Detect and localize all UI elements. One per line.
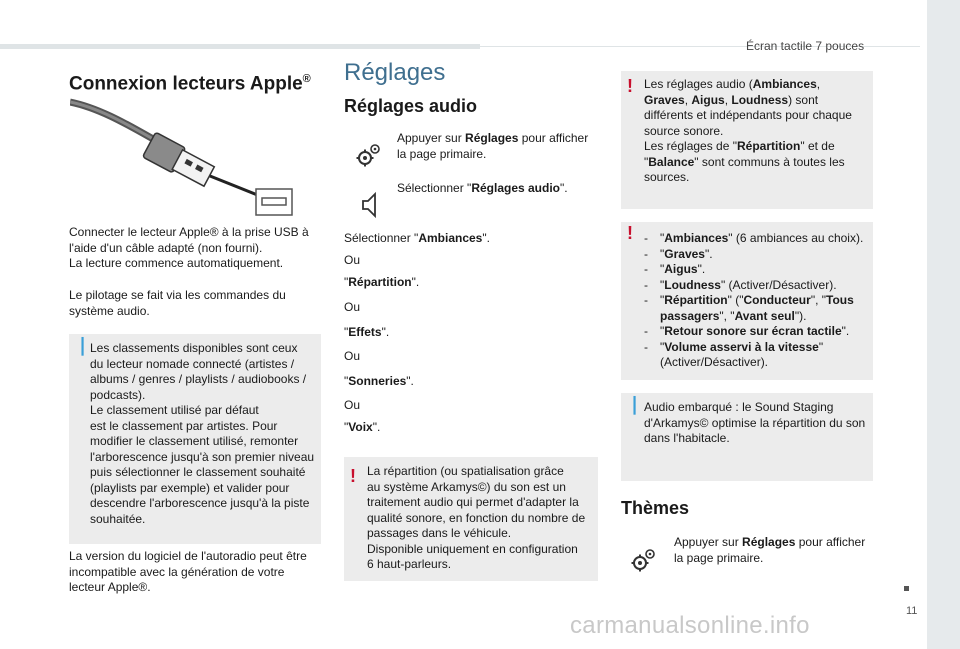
step-themes-settings: Appuyer sur Réglages pour afficher la page primaire. bbox=[674, 535, 866, 565]
option-voix: "Voix". bbox=[344, 420, 381, 434]
select-ambiances: Sélectionner "Ambiances". bbox=[344, 231, 490, 245]
list-item: - "Retour sonore sur écran tactile". bbox=[644, 324, 872, 340]
warning-mark-icon: ! bbox=[350, 466, 356, 486]
usb-instructions: Connecter le lecteur Apple® à la prise USB à l'aide d'un câble adapté (non fourni). La lecture commence automatiquement. bbox=[69, 225, 309, 270]
list-item: - "Répartition" ("Conducteur", "Tous passagers", "Avant seul"). bbox=[644, 293, 872, 324]
list-item: - "Volume asservi à la vitesse" (Activer/Désactiver). bbox=[644, 340, 872, 371]
watermark: carmanualsonline.info bbox=[570, 612, 810, 639]
list-item: - "Graves". bbox=[644, 247, 872, 263]
option-sonneries: "Sonneries". bbox=[344, 374, 414, 388]
page-marker bbox=[904, 586, 909, 591]
version-note: La version du logiciel de l'autoradio peut être incompatible avec la génération de votre lecteur Apple®. bbox=[69, 549, 307, 594]
right-margin-bar bbox=[927, 0, 960, 649]
usb-cable-icon bbox=[70, 98, 302, 218]
warning-mark-icon: ! bbox=[627, 76, 633, 96]
or-text: Ou bbox=[344, 398, 361, 412]
info-text: Les classements disponibles sont ceux du lecteur nomade connecté (artistes / albums / genres / playlists / audiobooks / podcasts). Le classement utilisé par défaut est le classement par artistes. Pour modifier le classement utilisé, remonter l'arborescence jusqu'à son premier niveau puis sélectionner le classement souhaité (playlists par exemple) et valider pour descendre l'arborescence jusqu'à la piste souhaitée. bbox=[90, 341, 315, 526]
warning-box-audio-settings bbox=[621, 71, 873, 209]
top-bar bbox=[0, 44, 480, 49]
page-header-title: Écran tactile 7 pouces bbox=[746, 39, 865, 53]
warning-box-options-list bbox=[621, 222, 873, 380]
info-mark-icon: ❘ bbox=[627, 394, 643, 414]
step-select-audio: Sélectionner "Réglages audio". bbox=[397, 181, 568, 195]
info-box-arkamys bbox=[621, 393, 873, 481]
warning-box-repartition bbox=[344, 457, 598, 581]
option-effets: "Effets". bbox=[344, 325, 390, 339]
warning-text: La répartition (ou spatialisation grâce au système Arkamys©) du son est un traitement audio qui permet d'adapter la qualité sonore, en fonction du nombre de passages dans le véhicule. Disponible uniquement en configuration 6 haut-parleurs. bbox=[367, 464, 586, 571]
page-number: 11 bbox=[906, 605, 918, 617]
speaker-icon bbox=[357, 191, 385, 219]
section-title-themes: Thèmes bbox=[621, 498, 690, 518]
warning-mark-icon: ! bbox=[627, 223, 633, 243]
control-instructions: Le pilotage se fait via les commandes du système audio. bbox=[69, 288, 286, 318]
list-item: - "Loudness" (Activer/Désactiver). bbox=[644, 278, 872, 294]
warning-text: Les réglages audio (Ambiances, Graves, Aigus, Loudness) sont différents et indépendants pour chaque source sonore. Les réglages de "Répartition" et de "Balance" sont communs à toutes les sources. bbox=[644, 77, 852, 184]
step-open-settings: Appuyer sur Réglages pour afficher la page primaire. bbox=[397, 131, 589, 161]
or-text: Ou bbox=[344, 300, 361, 314]
audio-options-list bbox=[644, 231, 872, 371]
option-repartition: "Répartition". bbox=[344, 275, 420, 289]
or-text: Ou bbox=[344, 253, 361, 267]
or-text: Ou bbox=[344, 349, 361, 363]
gear-icon bbox=[355, 141, 383, 169]
list-item: - "Aigus". bbox=[644, 262, 872, 278]
list-item: - "Ambiances" (6 ambiances au choix). bbox=[644, 231, 872, 247]
section-title-apple: Connexion lecteurs Apple® bbox=[69, 73, 311, 95]
subsection-title-audio: Réglages audio bbox=[344, 96, 478, 116]
gear-icon bbox=[630, 546, 658, 574]
info-box-classements bbox=[69, 334, 321, 544]
section-title-reglages: Réglages bbox=[344, 59, 446, 86]
info-text: Audio embarqué : le Sound Staging d'Arkamys© optimise la répartition du son dans l'habitacle. bbox=[644, 400, 866, 445]
info-mark-icon: ❘ bbox=[75, 335, 91, 355]
